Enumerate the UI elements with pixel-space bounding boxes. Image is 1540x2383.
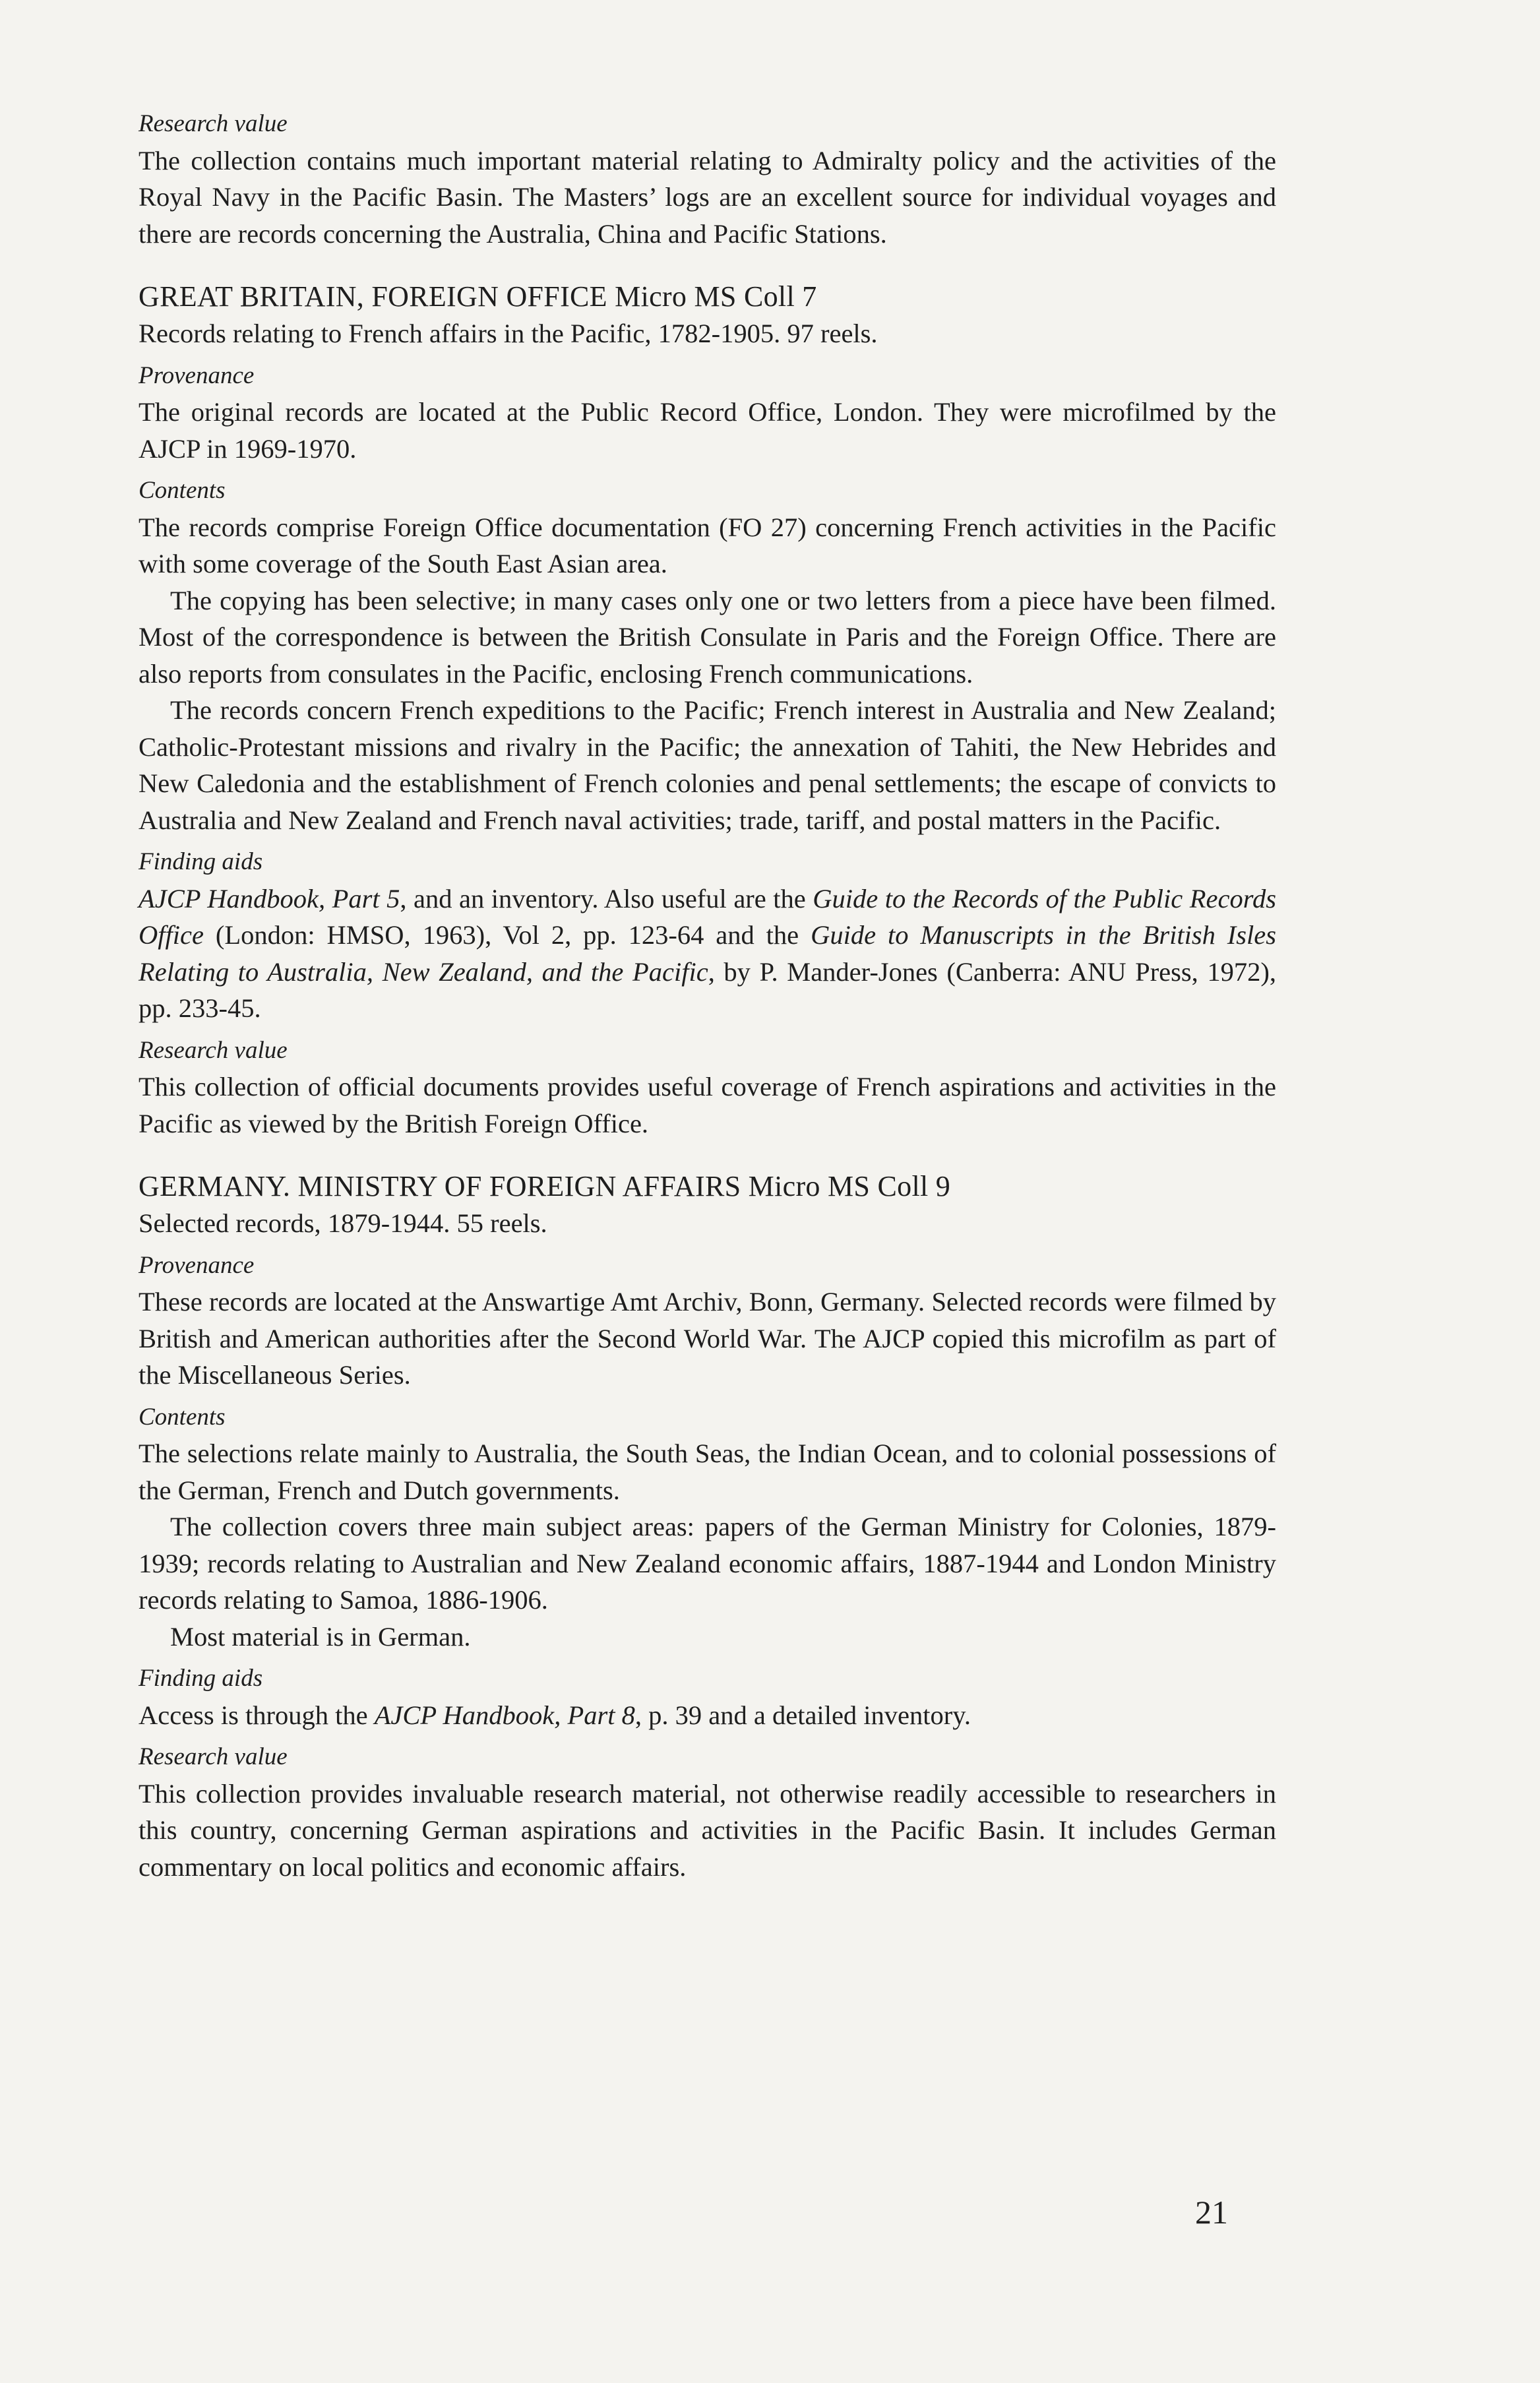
citation-title: AJCP Handbook, Part 8	[374, 1700, 635, 1730]
collection-subtitle: Selected records, 1879-1944. 55 reels.	[139, 1208, 547, 1238]
collection-subtitle: Records relating to French affairs in the Pacific, 1782-1905. 97 reels.	[139, 319, 878, 348]
citation-text: , p. 39 and a detailed inventory.	[634, 1700, 971, 1730]
paragraph: This collection of official documents provides useful coverage of French aspirations and activities in the Pacific as viewed by the British Foreign Office.	[139, 1072, 1276, 1138]
section-heading: Research value	[139, 1743, 288, 1770]
finding-aids-paragraph	[139, 1697, 1276, 1734]
paragraph: The records concern French expeditions to the Pacific; French interest in Australia and New Zealand; Catholic-Protestant missions and rivalry in the Pacific; the annexation of Tahiti, the New Hebrides and New Caledonia and the establishment of French colonies and penal settlements; the escape of convicts to Australia and New Zealand and French naval activities; trade, tariff, and postal matters in the Pacific.	[139, 695, 1276, 835]
citation-title: Guide to Manuscripts in the British Isles Relating to Australia, New Zealand, and the Pacific	[139, 920, 1277, 987]
paragraph: The copying has been selective; in many cases only one or two letters from a piece have been filmed. Most of the correspondence is between the British Consulate in Paris and the Foreign Office. There are also reports from consulates in the Pacific, enclosing French communications.	[139, 585, 1276, 689]
collection-title: GREAT BRITAIN, FOREIGN OFFICE Micro MS Coll 7	[139, 280, 817, 313]
section-heading: Research value	[139, 110, 288, 137]
citation-title: AJCP Handbook, Part 5	[139, 883, 400, 913]
section-heading: Contents	[139, 477, 226, 504]
citation-text: (London: HMSO, 1963), Vol 2, pp. 123-64 and the	[203, 920, 811, 950]
section-heading: Finding aids	[139, 848, 263, 875]
section-heading: Contents	[139, 1403, 226, 1431]
page-number: 21	[1195, 2194, 1228, 2231]
collection-title: GERMANY. MINISTRY OF FOREIGN AFFAIRS Micro MS Coll 9	[139, 1170, 951, 1202]
section-heading: Research value	[139, 1036, 288, 1064]
section-heading: Provenance	[139, 1251, 255, 1279]
finding-aids-paragraph	[139, 881, 1276, 1027]
paragraph: This collection provides invaluable research material, not otherwise readily accessible to researchers in this country, concerning German aspirations and activities in the Pacific Basin. It includes German commentary on local politics and economic affairs.	[139, 1778, 1276, 1882]
page-body	[139, 106, 1276, 1885]
paragraph: The records comprise Foreign Office documentation (FO 27) concerning French activities in the Pacific with some coverage of the South East Asian area.	[139, 512, 1276, 578]
citation-text: , and an inventory. Also useful are the	[400, 883, 813, 913]
paragraph: The selections relate mainly to Australia, the South Seas, the Indian Ocean, and to colonial possessions of the German, French and Dutch governments.	[139, 1439, 1276, 1505]
section-heading: Finding aids	[139, 1665, 263, 1692]
paragraph: The collection contains much important material relating to Admiralty policy and the activities of the Royal Navy in the Pacific Basin. The Masters’ logs are an excellent source for individual voyages and there are records concerning the Australia, China and Pacific Stations.	[139, 145, 1276, 249]
citation-text: , by P. Mander-Jones (Canberra: ANU Press, 1972), pp. 233-45.	[139, 956, 1276, 1023]
citation-text: Access is through the	[139, 1700, 375, 1730]
paragraph: The original records are located at the Public Record Office, London. They were microfilmed by the AJCP in 1969-1970.	[139, 397, 1276, 464]
paragraph: These records are located at the Answartige Amt Archiv, Bonn, Germany. Selected records were filmed by British and American authorities after the Second World War. The AJCP copied this microfilm as part of the Miscellaneous Series.	[139, 1287, 1276, 1390]
paragraph: The collection covers three main subject areas: papers of the German Ministry for Colonies, 1879-1939; records relating to Australian and New Zealand economic affairs, 1887-1944 and London Ministry records relating to Samoa, 1886-1906.	[139, 1512, 1276, 1615]
paragraph: Most material is in German.	[170, 1621, 471, 1652]
section-heading: Provenance	[139, 361, 255, 389]
citation-title: Guide to the Records of the Public Records Office	[139, 883, 1276, 950]
